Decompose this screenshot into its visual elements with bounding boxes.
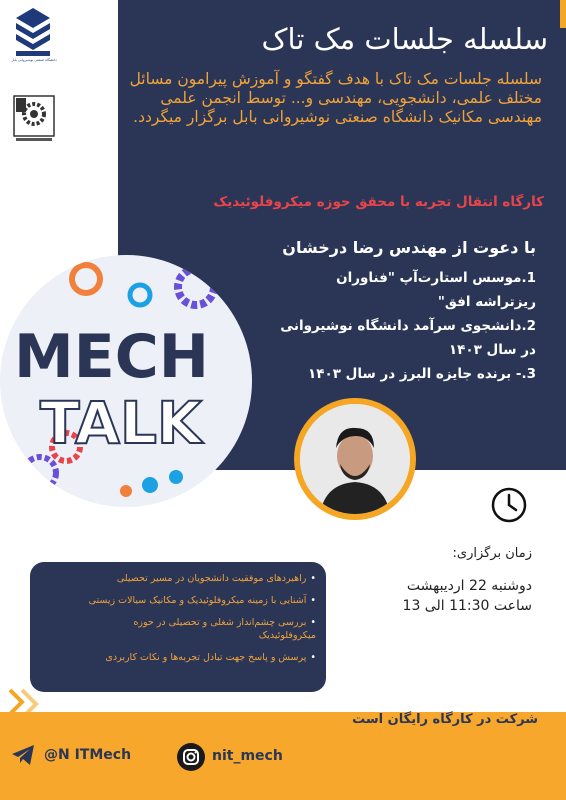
topic-item: •بررسی چشم‌انداز شغلی و تحصیلی در حوزه میکروفلوئیدیک	[133, 617, 316, 641]
instagram-icon[interactable]	[176, 742, 206, 772]
association-logo	[12, 94, 56, 144]
university-logo	[12, 6, 54, 58]
telegram-icon[interactable]	[10, 742, 36, 768]
bio-item: 2.دانشجوی سرآمد دانشگاه نوشیروانی در سال ۱۴۰۳	[280, 318, 536, 358]
speaker-bio	[276, 266, 536, 386]
clock-icon	[490, 486, 528, 524]
schedule-label: زمان برگزاری:	[452, 546, 532, 561]
topic-item: •پرسش و پاسخ جهت تبادل تجربه‌ها و نکات کاربردی	[105, 652, 316, 663]
schedule-date: دوشنبه 22 اردیبهشت	[406, 578, 532, 594]
topic-item: •آشنایی با زمینه میکروفلوئیدیک و مکانیک سیالات زیستی	[88, 595, 316, 606]
speaker-invite: با دعوت از مهندس رضا درخشان	[282, 238, 536, 257]
telegram-handle[interactable]: @N ITMech	[44, 747, 132, 763]
bio-item: 1.موسس استارت‌آپ "فناوران ریزتراشه افق"	[336, 270, 536, 310]
event-intro: سلسله جلسات مک تاک با هدف گفتگو و آموزش پیرامون مسائل مختلف علمی، دانشجویی، مهندسی و... توسط انجمن علمی مهندسی مکانیک دانشگاه صنعتی نوشیروانی بابل برگزار میگردد.	[129, 70, 542, 126]
mech-word: MECH	[14, 322, 209, 392]
free-entry-note: شرکت در کارگاه رایگان است	[352, 712, 538, 727]
workshop-title: کارگاه انتقال تجربه با محقق حوزه میکروفلوئیدیک	[213, 194, 544, 210]
accent-stripe	[560, 0, 566, 28]
gears-illustration	[0, 255, 252, 507]
topics-list	[86, 572, 316, 673]
instagram-handle[interactable]: nit_mech	[212, 748, 283, 764]
university-logo-caption: دانشگاه صنعتی نوشیروانی بابل	[11, 58, 57, 62]
bio-item: 3.- برنده جایزه البرز در سال ۱۴۰۳	[308, 366, 536, 382]
event-title: سلسله جلسات مک تاک	[261, 22, 548, 56]
speaker-photo	[300, 404, 410, 514]
topic-item: •راهبردهای موفقیت دانشجویان در مسیر تحصیلی	[116, 573, 316, 584]
schedule-time: ساعت 11:30 الی 13	[402, 598, 532, 614]
mech-talk-graphic	[0, 255, 252, 507]
talk-word: TALK	[40, 389, 202, 457]
